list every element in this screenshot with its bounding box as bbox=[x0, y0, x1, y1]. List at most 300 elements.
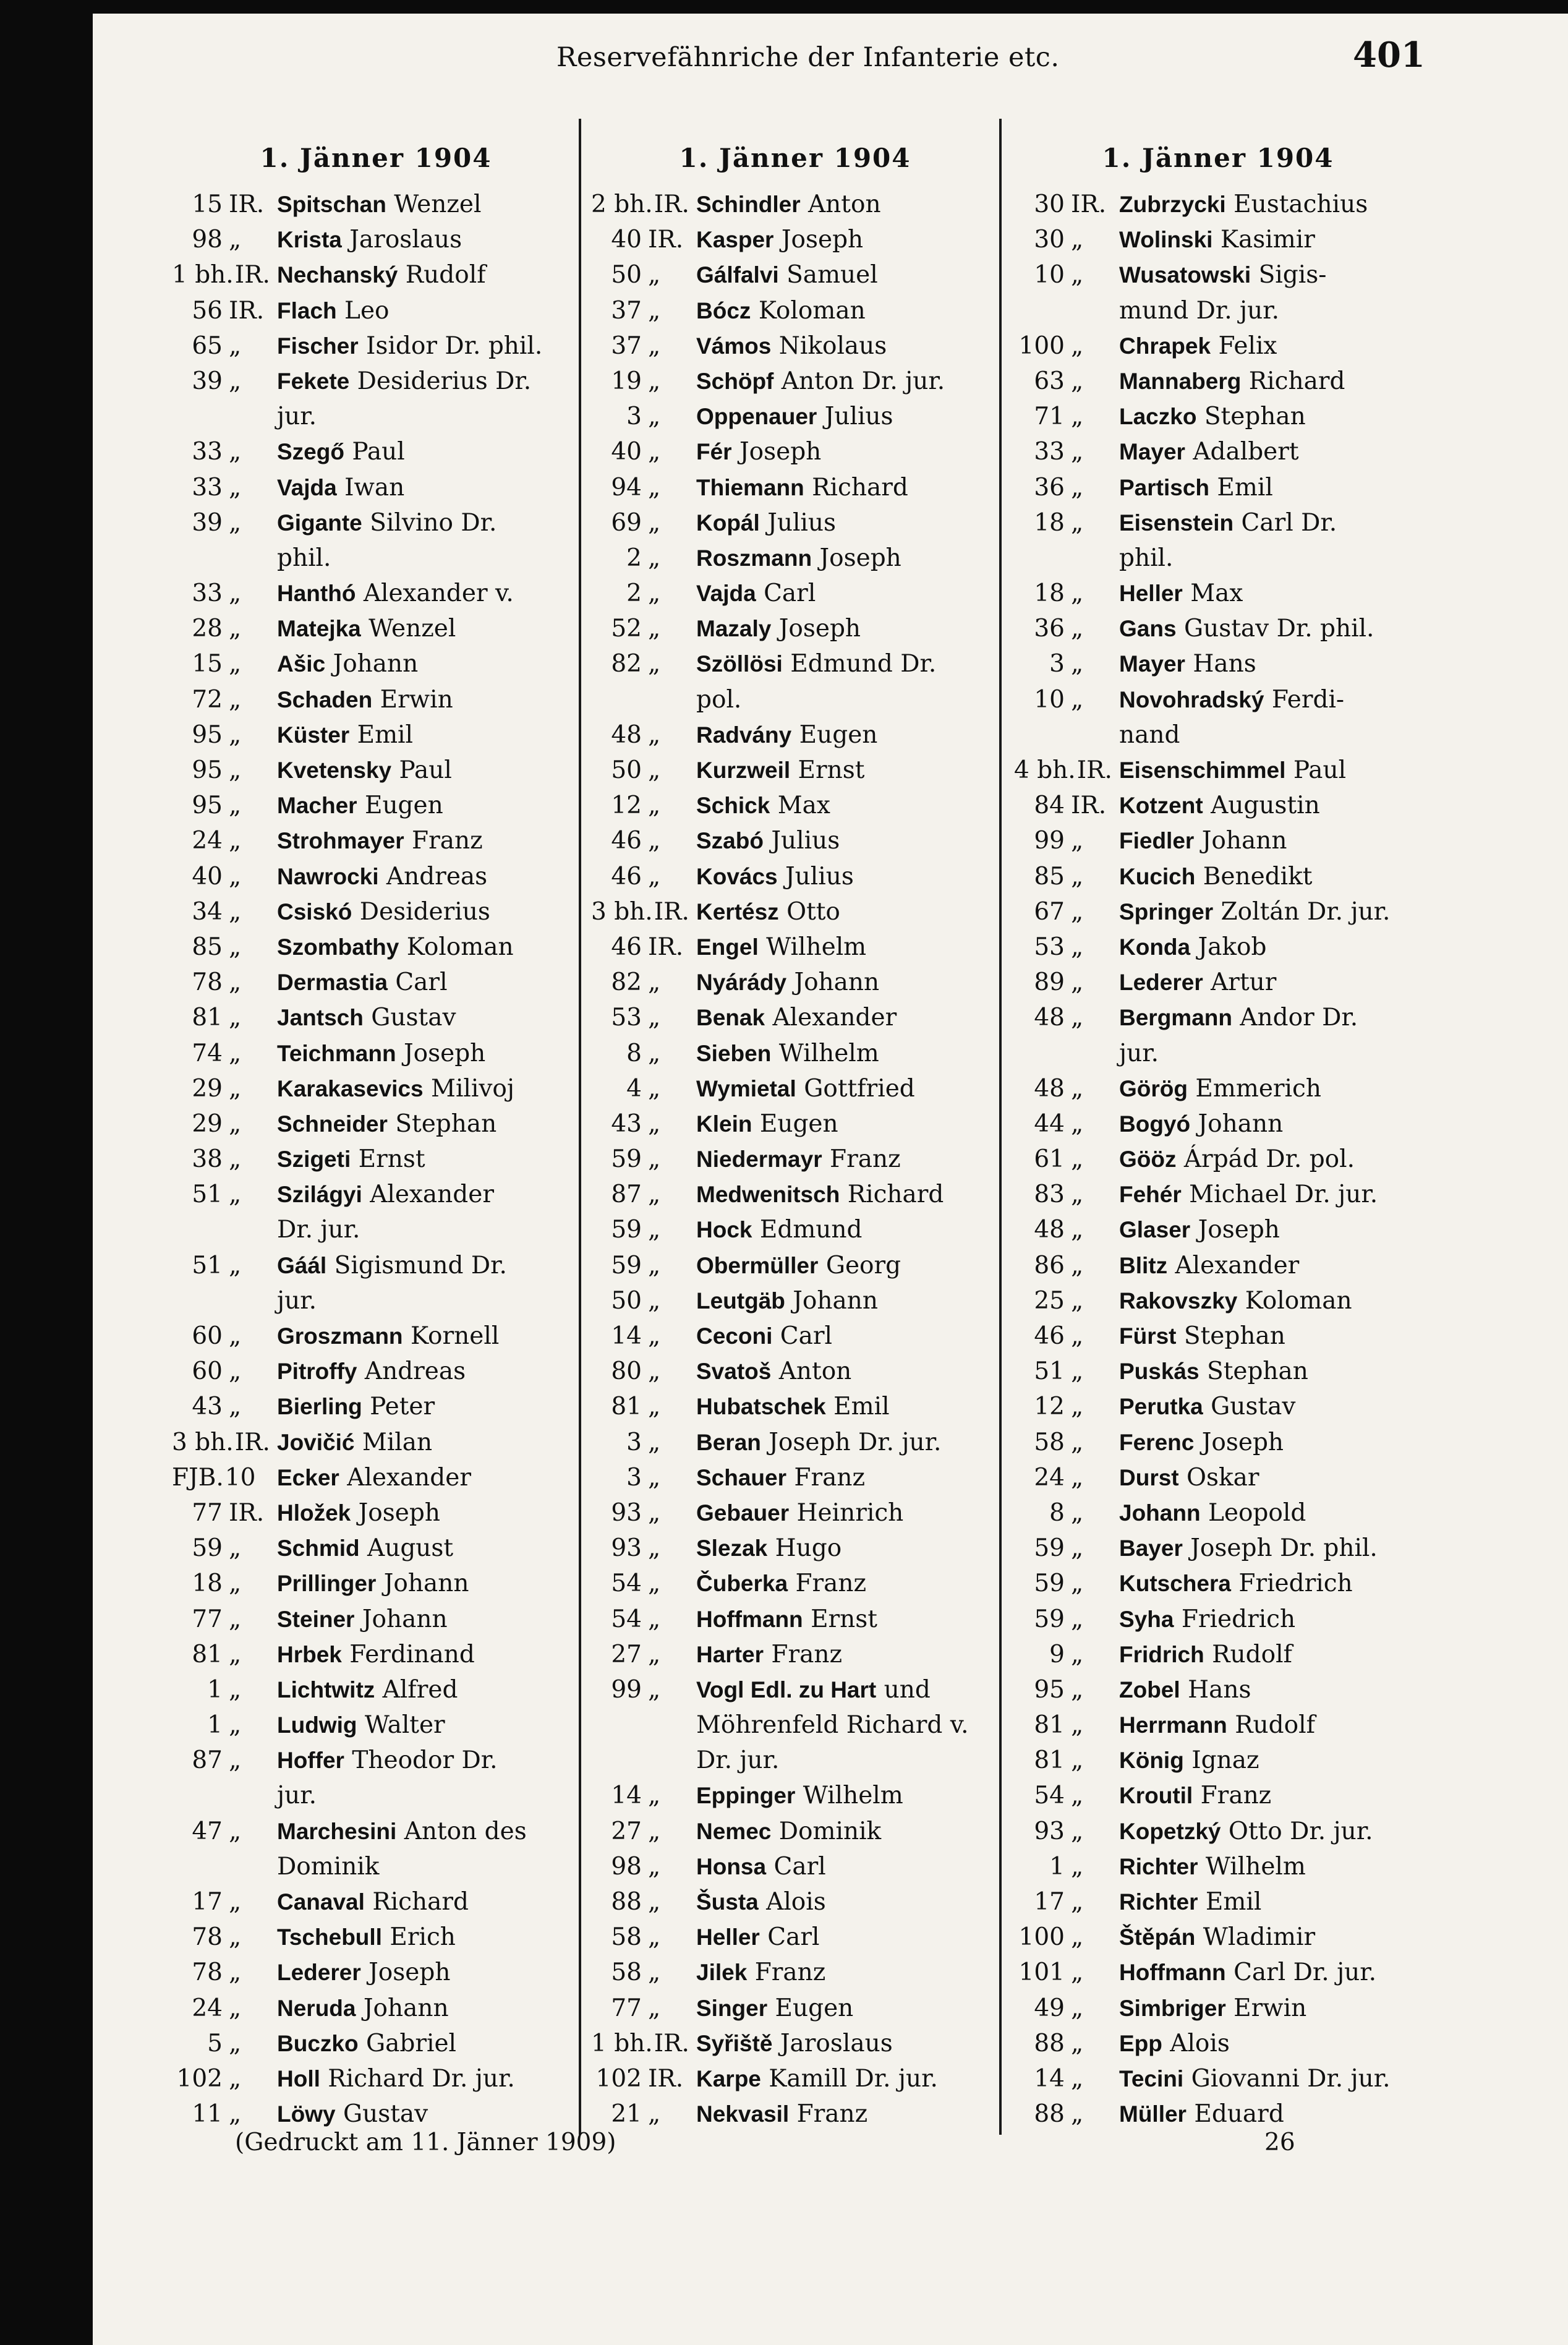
given-name: Emil bbox=[1217, 473, 1273, 502]
given-name: Hugo bbox=[775, 1534, 842, 1563]
list-entry bbox=[1014, 434, 1422, 469]
regiment-number: 99 bbox=[611, 1675, 642, 1704]
surname: Prillinger bbox=[277, 1571, 377, 1597]
given-name: Carl bbox=[767, 1923, 820, 1952]
regiment-number: 29 bbox=[192, 1109, 223, 1138]
person-name bbox=[1119, 859, 1422, 894]
regiment-unit: IR. bbox=[229, 190, 265, 218]
regiment-number: 1 bh. bbox=[172, 261, 234, 289]
regiment-unit: „ bbox=[648, 261, 661, 289]
regiment-unit: „ bbox=[229, 367, 242, 395]
given-name: Alexander bbox=[370, 1181, 494, 1209]
given-name: Wilhelm bbox=[766, 933, 867, 961]
list-entry bbox=[1014, 1142, 1422, 1177]
list-entry bbox=[591, 717, 999, 753]
surname: Küster bbox=[277, 722, 350, 748]
list-entry bbox=[591, 2061, 999, 2096]
surname: Wolinski bbox=[1119, 227, 1213, 253]
surname: Mayer bbox=[1119, 651, 1185, 677]
regiment bbox=[172, 187, 265, 222]
given-name: Max bbox=[1190, 579, 1243, 608]
list-entry bbox=[591, 1354, 999, 1389]
surname: Strohmayer bbox=[277, 828, 404, 854]
regiment-unit: „ bbox=[648, 473, 661, 502]
surname: Richter bbox=[1119, 1889, 1198, 1915]
list-entry bbox=[591, 1248, 999, 1283]
given-name: Augustin bbox=[1211, 792, 1320, 820]
regiment-number: 30 bbox=[1034, 190, 1065, 218]
regiment-unit: „ bbox=[648, 1216, 661, 1244]
regiment-number: 60 bbox=[192, 1357, 223, 1386]
regiment bbox=[591, 505, 684, 540]
regiment-number: 17 bbox=[192, 1888, 223, 1916]
regiment-number: 11 bbox=[192, 2100, 223, 2129]
person-name bbox=[1119, 1707, 1422, 1743]
list-entry bbox=[172, 1743, 580, 1778]
regiment bbox=[172, 1354, 265, 1389]
given-name: Joseph Dr. phil. bbox=[1190, 1534, 1378, 1563]
person-name bbox=[1119, 470, 1422, 505]
regiment-number: 100 bbox=[1018, 331, 1065, 360]
regiment bbox=[591, 1920, 684, 1955]
regiment-unit: 10 bbox=[224, 1463, 256, 1492]
surname: Honsa bbox=[696, 1853, 767, 1879]
regiment-unit: „ bbox=[229, 1640, 242, 1668]
given-name: Koloman bbox=[406, 933, 514, 961]
regiment-number: 48 bbox=[1034, 1004, 1065, 1032]
regiment-number: 48 bbox=[1034, 1074, 1065, 1103]
list-entry bbox=[1014, 1531, 1422, 1566]
regiment-unit: „ bbox=[648, 615, 661, 643]
person-name bbox=[1119, 1672, 1422, 1707]
surname: Spitschan bbox=[277, 192, 386, 217]
list-entry bbox=[172, 1425, 580, 1460]
regiment-number: FJB. bbox=[172, 1463, 224, 1492]
regiment-number: 87 bbox=[611, 1181, 642, 1209]
given-name: Michael Dr. jur. bbox=[1189, 1181, 1378, 1209]
regiment-number: 50 bbox=[611, 261, 642, 289]
surname: Harter bbox=[696, 1641, 764, 1667]
regiment-number: 95 bbox=[1034, 1675, 1065, 1704]
given-name: Eugen bbox=[799, 720, 878, 749]
regiment-unit: „ bbox=[648, 1852, 661, 1881]
given-name: Walter bbox=[364, 1711, 445, 1740]
given-name: Ernst bbox=[798, 756, 865, 784]
given-name: Max bbox=[777, 792, 830, 820]
given-name: Rudolf bbox=[1212, 1640, 1292, 1668]
person-name bbox=[277, 1637, 580, 1672]
surname: Syha bbox=[1119, 1606, 1174, 1632]
person-name bbox=[696, 293, 999, 328]
given-name: Joseph bbox=[781, 226, 864, 254]
regiment bbox=[1014, 682, 1107, 717]
person-name bbox=[277, 1955, 580, 1990]
regiment bbox=[1014, 1531, 1107, 1566]
regiment-unit: „ bbox=[229, 1145, 242, 1174]
surname: Fehér bbox=[1119, 1182, 1182, 1208]
regiment-number: 27 bbox=[611, 1817, 642, 1845]
person-name bbox=[1119, 1884, 1422, 1920]
list-entry bbox=[1014, 1460, 1422, 1495]
person-name bbox=[696, 894, 999, 929]
given-name: Ernst bbox=[358, 1145, 425, 1174]
given-name: Milan bbox=[362, 1428, 433, 1456]
regiment-number: 12 bbox=[611, 792, 642, 820]
regiment-unit: „ bbox=[648, 1251, 661, 1279]
list-entry bbox=[591, 1318, 999, 1354]
surname: Puskás bbox=[1119, 1359, 1199, 1385]
regiment-unit: „ bbox=[1071, 2064, 1084, 2093]
given-name: Anton des bbox=[404, 1817, 527, 1845]
list-entry bbox=[1014, 2026, 1422, 2061]
regiment-unit: „ bbox=[229, 1357, 242, 1386]
person-name bbox=[1119, 611, 1422, 646]
regiment-unit: „ bbox=[229, 862, 242, 891]
regiment-number: 102 bbox=[595, 2064, 642, 2093]
regiment-unit: „ bbox=[1071, 1746, 1084, 1775]
regiment-number: 19 bbox=[611, 367, 642, 395]
regiment bbox=[591, 1071, 684, 1106]
regiment-number: 48 bbox=[611, 720, 642, 749]
surname: Durst bbox=[1119, 1464, 1179, 1490]
given-name: Artur bbox=[1211, 968, 1277, 997]
given-name: und bbox=[884, 1675, 931, 1704]
regiment-unit: „ bbox=[1071, 226, 1084, 254]
regiment bbox=[591, 929, 684, 965]
regiment bbox=[1014, 187, 1107, 222]
regiment bbox=[591, 1814, 684, 1849]
given-name: Julius bbox=[785, 862, 854, 891]
surname: Tschebull bbox=[277, 1924, 382, 1950]
regiment-unit: „ bbox=[1071, 1109, 1084, 1138]
person-name bbox=[1119, 1991, 1422, 2026]
given-name: Jaroslaus bbox=[349, 226, 462, 254]
regiment-number: 49 bbox=[1034, 1994, 1065, 2022]
list-entry bbox=[1014, 364, 1422, 399]
list-entry bbox=[591, 646, 999, 681]
list-entry bbox=[591, 576, 999, 611]
continuation-text: Dr. jur. bbox=[277, 1216, 360, 1244]
column-2 bbox=[591, 143, 999, 2132]
surname: Jovičić bbox=[277, 1429, 355, 1455]
surname: Slezak bbox=[696, 1536, 768, 1561]
regiment-unit: „ bbox=[1071, 827, 1084, 855]
surname: Gebauer bbox=[696, 1500, 790, 1526]
given-name: Wladimir bbox=[1203, 1923, 1316, 1952]
document-page bbox=[93, 14, 1568, 2345]
page-number: 401 bbox=[1353, 35, 1425, 75]
list-entry bbox=[591, 2096, 999, 2132]
regiment-number: 40 bbox=[611, 226, 642, 254]
list-entry bbox=[1014, 682, 1422, 717]
surname: Sieben bbox=[696, 1040, 772, 1066]
given-name: August bbox=[367, 1534, 454, 1563]
person-name bbox=[696, 1248, 999, 1283]
regiment-number: 93 bbox=[611, 1498, 642, 1527]
person-name bbox=[1119, 187, 1422, 222]
given-name: Sigis- bbox=[1258, 261, 1327, 289]
regiment-unit: IR. bbox=[229, 1498, 265, 1527]
person-name bbox=[1119, 1814, 1422, 1849]
given-name: Franz bbox=[771, 1640, 843, 1668]
regiment-unit: „ bbox=[648, 720, 661, 749]
regiment bbox=[172, 894, 265, 929]
regiment bbox=[1014, 1177, 1107, 1212]
list-entry bbox=[1014, 1389, 1422, 1424]
list-entry bbox=[591, 611, 999, 646]
person-name bbox=[1119, 1920, 1422, 1955]
regiment-number: 94 bbox=[611, 473, 642, 502]
list-entry bbox=[591, 753, 999, 788]
regiment-number: 100 bbox=[1018, 1923, 1065, 1952]
surname: Nawrocki bbox=[277, 863, 379, 889]
regiment bbox=[591, 1248, 684, 1283]
regiment bbox=[1014, 399, 1107, 434]
person-name bbox=[1119, 1212, 1422, 1247]
list-entry bbox=[172, 1566, 580, 1601]
regiment-number: 78 bbox=[192, 1923, 223, 1952]
person-name bbox=[277, 1991, 580, 2026]
list-entry bbox=[172, 1000, 580, 1035]
list-entry bbox=[1014, 187, 1422, 222]
regiment-unit: „ bbox=[229, 226, 242, 254]
person-name bbox=[277, 434, 580, 469]
person-name bbox=[696, 1637, 999, 1672]
given-name: Anton bbox=[778, 1357, 852, 1386]
list-entry bbox=[591, 1212, 999, 1247]
person-name bbox=[1119, 1637, 1422, 1672]
regiment-number: 1 bh. bbox=[591, 2029, 653, 2057]
person-name bbox=[1119, 1495, 1422, 1531]
regiment-unit: „ bbox=[648, 1004, 661, 1032]
regiment bbox=[591, 293, 684, 328]
regiment bbox=[1014, 788, 1107, 823]
surname: Nemec bbox=[696, 1818, 772, 1844]
entry-continuation bbox=[1014, 293, 1422, 328]
regiment bbox=[591, 1177, 684, 1212]
given-name: Koloman bbox=[1245, 1286, 1352, 1315]
regiment-unit: „ bbox=[229, 473, 242, 502]
regiment bbox=[172, 222, 265, 257]
list-entry bbox=[1014, 1849, 1422, 1884]
continuation-text: jur. bbox=[277, 1782, 317, 1810]
regiment-unit: „ bbox=[1071, 1782, 1084, 1810]
list-entry bbox=[591, 1425, 999, 1460]
regiment-unit: „ bbox=[648, 1994, 661, 2022]
regiment bbox=[172, 2061, 265, 2096]
person-name bbox=[1119, 2061, 1422, 2096]
regiment-number: 1 bbox=[207, 1711, 223, 1740]
surname: Vajda bbox=[277, 474, 337, 500]
person-name bbox=[277, 646, 580, 681]
surname: Hrbek bbox=[277, 1641, 342, 1667]
regiment-unit: „ bbox=[648, 403, 661, 431]
regiment-number: 69 bbox=[611, 508, 642, 537]
person-name bbox=[696, 1389, 999, 1424]
regiment bbox=[591, 1849, 684, 1884]
given-name: Joseph bbox=[1198, 1216, 1280, 1244]
list-entry bbox=[1014, 1283, 1422, 1318]
regiment-unit: „ bbox=[229, 685, 242, 714]
given-name: Otto Dr. jur. bbox=[1228, 1817, 1373, 1845]
regiment-unit: „ bbox=[648, 792, 661, 820]
surname: Kopál bbox=[696, 510, 760, 536]
regiment bbox=[1014, 1495, 1107, 1531]
given-name: Johann bbox=[1201, 827, 1287, 855]
given-name: Alexander v. bbox=[363, 579, 514, 608]
given-name: Joseph bbox=[358, 1498, 440, 1527]
person-name bbox=[1119, 222, 1422, 257]
person-name bbox=[696, 2061, 999, 2096]
regiment bbox=[172, 257, 270, 293]
given-name: Alexander bbox=[772, 1004, 897, 1032]
person-name bbox=[696, 788, 999, 823]
person-name bbox=[1119, 1248, 1422, 1283]
list-entry bbox=[591, 187, 999, 222]
person-name bbox=[277, 1602, 580, 1637]
given-name: Gottfried bbox=[804, 1074, 915, 1103]
regiment bbox=[591, 1637, 684, 1672]
regiment-number: 37 bbox=[611, 296, 642, 325]
person-name bbox=[1119, 2026, 1422, 2061]
given-name: Kamill Dr. jur. bbox=[769, 2064, 938, 2093]
regiment-number: 85 bbox=[1034, 862, 1065, 891]
surname: Medwenitsch bbox=[696, 1182, 840, 1208]
regiment-unit: „ bbox=[648, 1605, 661, 1633]
person-name bbox=[277, 1106, 580, 1142]
person-name bbox=[277, 1071, 580, 1106]
person-name bbox=[277, 293, 580, 328]
list-entry bbox=[172, 717, 580, 753]
person-name bbox=[277, 753, 580, 788]
person-name bbox=[277, 859, 580, 894]
person-name bbox=[696, 1849, 999, 1884]
regiment bbox=[172, 1318, 265, 1354]
regiment-unit: „ bbox=[648, 1675, 661, 1704]
surname: Wymietal bbox=[696, 1075, 796, 1101]
given-name: Iwan bbox=[344, 473, 405, 502]
given-name: Felix bbox=[1218, 331, 1277, 360]
person-name bbox=[1119, 646, 1422, 681]
list-entry bbox=[591, 788, 999, 823]
person-name bbox=[277, 1672, 580, 1707]
surname: Neruda bbox=[277, 1995, 356, 2021]
given-name: Georg bbox=[825, 1251, 901, 1279]
regiment-unit: „ bbox=[1071, 1322, 1084, 1350]
regiment bbox=[591, 1212, 684, 1247]
regiment-unit: „ bbox=[648, 1181, 661, 1209]
list-entry bbox=[1014, 823, 1422, 858]
person-name bbox=[1119, 1425, 1422, 1460]
surname: Benak bbox=[696, 1005, 765, 1031]
regiment-number: 30 bbox=[1034, 226, 1065, 254]
list-entry bbox=[591, 1920, 999, 1955]
regiment bbox=[1014, 894, 1107, 929]
surname: Zubrzycki bbox=[1119, 192, 1226, 217]
list-entry bbox=[591, 929, 999, 965]
person-name bbox=[696, 222, 999, 257]
regiment-unit: „ bbox=[648, 1958, 661, 1987]
list-entry bbox=[1014, 1991, 1422, 2026]
given-name: Emil bbox=[1205, 1888, 1262, 1916]
given-name: Eugen bbox=[364, 792, 443, 820]
regiment-unit: „ bbox=[229, 1004, 242, 1032]
surname: Schick bbox=[696, 793, 770, 819]
regiment-unit: „ bbox=[1071, 1852, 1084, 1881]
surname: Gööz bbox=[1119, 1147, 1177, 1172]
regiment-unit: „ bbox=[229, 1923, 242, 1952]
regiment bbox=[172, 576, 265, 611]
regiment-number: 99 bbox=[1034, 827, 1065, 855]
list-entry bbox=[172, 1920, 580, 1955]
given-name: Hans bbox=[1188, 1675, 1251, 1704]
person-name bbox=[1119, 1743, 1422, 1778]
person-name bbox=[277, 1177, 580, 1212]
regiment bbox=[172, 1248, 265, 1283]
surname: Fürst bbox=[1119, 1323, 1177, 1349]
given-name: Johann bbox=[794, 968, 880, 997]
surname: Štěpán bbox=[1119, 1924, 1196, 1950]
given-name: Carl Dr. bbox=[1241, 508, 1337, 537]
regiment bbox=[1014, 646, 1107, 681]
given-name: Erwin bbox=[1234, 1994, 1307, 2022]
surname: Canaval bbox=[277, 1889, 365, 1915]
person-name bbox=[1119, 1000, 1422, 1035]
regiment-unit: „ bbox=[1071, 1675, 1084, 1704]
person-name bbox=[696, 1955, 999, 1990]
surname: Mayer bbox=[1119, 439, 1185, 465]
regiment bbox=[591, 859, 684, 894]
regiment-unit: „ bbox=[1071, 331, 1084, 360]
list-entry bbox=[172, 1637, 580, 1672]
regiment bbox=[591, 753, 684, 788]
regiment-number: 81 bbox=[611, 1393, 642, 1421]
regiment-unit: „ bbox=[229, 508, 242, 537]
regiment bbox=[172, 1884, 265, 1920]
column-heading: 1. Jänner 1904 bbox=[679, 143, 911, 173]
given-name: Emil bbox=[357, 720, 414, 749]
regiment-unit: „ bbox=[1071, 1074, 1084, 1103]
regiment bbox=[591, 187, 689, 222]
regiment-number: 93 bbox=[611, 1534, 642, 1563]
person-name bbox=[696, 1884, 999, 1920]
person-name bbox=[277, 1743, 580, 1778]
list-entry bbox=[172, 328, 580, 364]
person-name bbox=[696, 1778, 999, 1813]
regiment-number: 48 bbox=[1034, 1216, 1065, 1244]
regiment bbox=[1014, 2096, 1107, 2132]
surname: Schmid bbox=[277, 1536, 360, 1561]
regiment-unit: „ bbox=[1071, 438, 1084, 466]
given-name: Andreas bbox=[386, 862, 488, 891]
regiment bbox=[591, 1318, 684, 1354]
list-entry bbox=[591, 222, 999, 257]
regiment-unit: „ bbox=[229, 650, 242, 678]
regiment bbox=[1014, 1071, 1107, 1106]
regiment bbox=[1014, 929, 1107, 965]
given-name: Leo bbox=[344, 296, 390, 325]
regiment-unit: „ bbox=[648, 1888, 661, 1916]
person-name bbox=[1119, 1602, 1422, 1637]
given-name: Hans bbox=[1193, 650, 1256, 678]
regiment-number: 10 bbox=[1034, 261, 1065, 289]
given-name: Wilhelm bbox=[778, 1039, 879, 1067]
regiment-unit: „ bbox=[648, 1322, 661, 1350]
surname: Szabó bbox=[696, 828, 764, 854]
surname: Kasper bbox=[696, 227, 774, 253]
surname: Kutschera bbox=[1119, 1571, 1231, 1597]
regiment-unit: „ bbox=[1071, 367, 1084, 395]
